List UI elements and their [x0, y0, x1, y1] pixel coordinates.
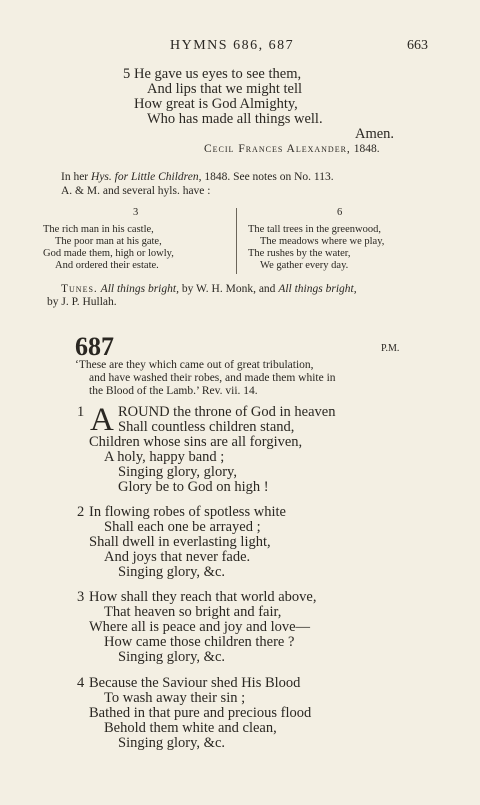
verse-line: Shall each one be arrayed ; — [104, 519, 261, 535]
verse-line: A holy, happy band ; — [104, 449, 225, 465]
verse-line: In flowing robes of spotless white — [89, 504, 286, 520]
amen: Amen. — [355, 126, 395, 142]
stanza-number: 2 — [77, 504, 85, 520]
verse-line: To wash away their sin ; — [104, 690, 246, 706]
extra-stanza-line: The meadows where we play, — [260, 236, 385, 247]
tunes-label: Tunes. — [61, 283, 98, 295]
verse-line: Glory be to God on high ! — [118, 479, 269, 495]
tunes-note — [61, 283, 357, 296]
hymn-number: 687 — [75, 332, 114, 361]
verse-line: Singing glory, &c. — [118, 735, 226, 751]
extra-stanza-line: The rushes by the water, — [248, 248, 351, 259]
column-divider — [236, 208, 237, 274]
verse-line: And joys that never fade. — [104, 549, 251, 565]
source-note-text: 1848. See notes on No. 113. — [201, 171, 334, 183]
verse-line: Singing glory, &c. — [118, 564, 226, 580]
tunes-note-line2: by J. P. Hullah. — [47, 296, 117, 308]
source-note-line2: A. & M. and several hyls. have : — [61, 185, 211, 197]
extra-stanza-line: The tall trees in the greenwood, — [248, 224, 381, 235]
verse-line: Where all is peace and joy and love— — [89, 619, 311, 635]
verse-line: Who has made all things well. — [147, 111, 323, 127]
extra-stanza-number-left: 3 — [133, 207, 139, 218]
tune-name: All things bright, — [278, 283, 357, 295]
stanza-number: 4 — [77, 675, 85, 691]
author-year: 1848. — [353, 143, 380, 155]
tunes-text: by W. H. Monk, and — [178, 283, 279, 295]
extra-stanza-line: God made them, high or lowly, — [43, 248, 174, 259]
verse-line: Shall dwell in everlasting light, — [89, 534, 271, 550]
page-number: 663 — [407, 38, 428, 53]
source-title: Hys. for Little Children, — [91, 171, 202, 183]
verse-line: Children whose sins are all forgiven, — [89, 434, 303, 450]
verse-line: And lips that we might tell — [147, 81, 303, 97]
page-header-title: HYMNS 686, 687 — [170, 38, 295, 53]
stanza-number: 3 — [77, 589, 85, 605]
verse-line: How came those children there ? — [104, 634, 295, 650]
verse-line: Behold them white and clean, — [104, 720, 277, 736]
verse-line: Shall countless children stand, — [118, 419, 295, 435]
stanza-number: 5 — [123, 66, 131, 82]
verse-line: He gave us eyes to see them, — [134, 66, 302, 82]
verse-line: How great is God Almighty, — [134, 96, 298, 112]
verse-line: How shall they reach that world above, — [89, 589, 317, 605]
author-attribution — [204, 143, 380, 156]
verse-line: That heaven so bright and fair, — [104, 604, 282, 620]
source-note-text: In her — [61, 171, 92, 183]
hymn-meter: P.M. — [381, 343, 400, 354]
verse-line: Singing glory, &c. — [118, 649, 226, 665]
author-name: Cecil Frances Alexander, — [204, 143, 351, 155]
extra-stanza-line: And ordered their estate. — [55, 260, 159, 271]
verse-line: Singing glory, glory, — [118, 464, 237, 480]
extra-stanza-number-right: 6 — [337, 207, 343, 218]
drop-cap: A — [90, 402, 114, 438]
stanza-number: 1 — [77, 404, 85, 420]
epigraph-line: the Blood of the Lamb.’ Rev. vii. 14. — [89, 385, 258, 397]
extra-stanza-line: We gather every day. — [260, 260, 349, 271]
tune-name: All things bright, — [100, 283, 179, 295]
source-note — [61, 171, 334, 184]
extra-stanza-line: The poor man at his gate, — [55, 236, 162, 247]
verse-line: Bathed in that pure and precious flood — [89, 705, 312, 721]
verse-line: ROUND the throne of God in heaven — [118, 404, 336, 420]
epigraph-line: ‘These are they which came out of great tribulation, — [75, 359, 314, 371]
verse-line: Because the Saviour shed His Blood — [89, 675, 301, 691]
extra-stanza-line: The rich man in his castle, — [43, 224, 154, 235]
epigraph-line: and have washed their robes, and made them white in — [89, 372, 336, 384]
